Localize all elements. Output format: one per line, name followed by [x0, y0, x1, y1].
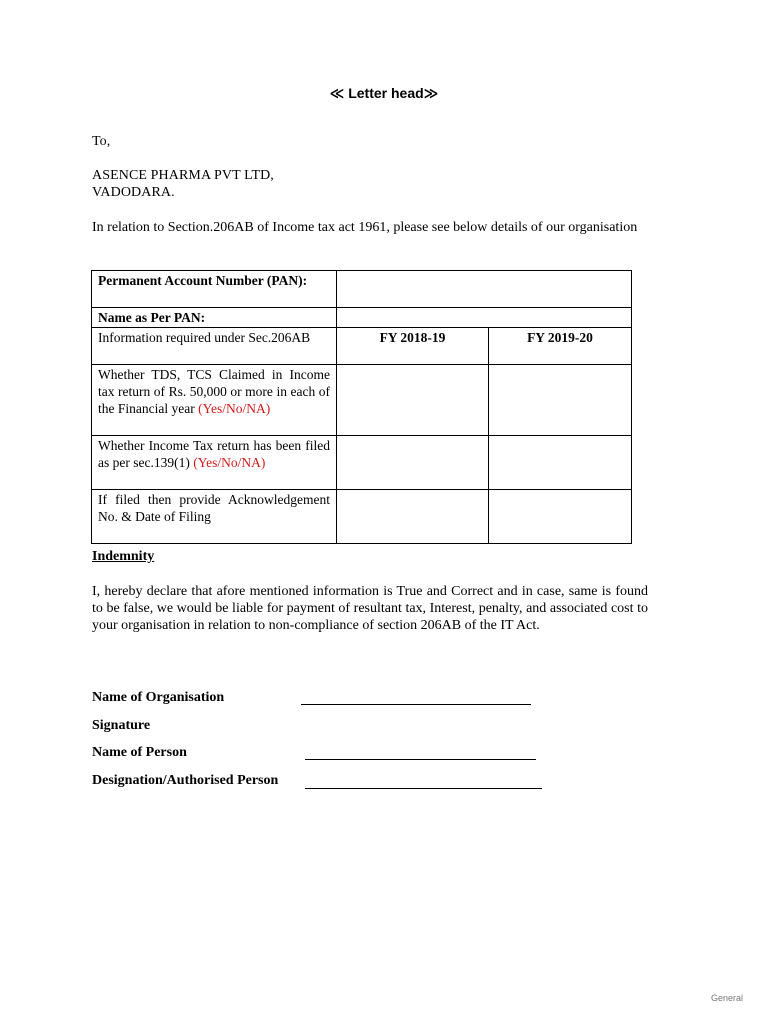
itr-filed-question — [92, 436, 337, 490]
question-text: Whether Income Tax return has been filed as per sec.139(1) — [98, 438, 330, 470]
name-value-cell[interactable] — [337, 308, 632, 328]
signature-label: Signature — [92, 718, 151, 733]
person-name-label: Name of Person — [92, 745, 187, 760]
answer-cell-fy2[interactable] — [489, 436, 632, 490]
designation-label: Designation/Authorised Person — [92, 773, 279, 788]
pan-label: Permanent Account Number (PAN): — [92, 271, 337, 308]
info-required-label: Information required under Sec.206AB — [92, 328, 337, 365]
salutation: To, — [92, 134, 111, 149]
question-text: If filed then provide Acknowledgement No. & Date of Filing — [98, 492, 330, 524]
classification-label: General — [710, 993, 743, 1003]
recipient-company: ASENCE PHARMA PVT LTD, — [92, 168, 274, 183]
table-row-header — [92, 328, 632, 365]
table-row — [92, 490, 632, 544]
fy-2019-20-header: FY 2019-20 — [489, 328, 632, 365]
answer-cell-fy1[interactable] — [337, 490, 489, 544]
table-row — [92, 436, 632, 490]
acknowledgement-question — [92, 490, 337, 544]
letterhead-placeholder: ≪ Letter head≫ — [329, 85, 439, 101]
indemnity-heading: Indemnity — [92, 549, 155, 564]
tds-tcs-question — [92, 365, 337, 436]
answer-cell-fy1[interactable] — [337, 436, 489, 490]
recipient-city: VADODARA. — [92, 185, 175, 200]
name-as-per-pan-label: Name as Per PAN: — [92, 308, 337, 328]
intro-paragraph: In relation to Section.206AB of Income tax act 1961, please see below details of our organisation — [92, 220, 638, 235]
yes-no-na-hint: (Yes/No/NA) — [198, 401, 271, 416]
question-text: Whether TDS, TCS Claimed in Income tax return of Rs. 50,000 or more in each of the Financial year — [98, 367, 330, 416]
pan-details-table — [91, 270, 632, 544]
designation-line[interactable] — [305, 788, 542, 789]
answer-cell-fy1[interactable] — [337, 365, 489, 436]
answer-cell-fy2[interactable] — [489, 365, 632, 436]
pan-value-cell[interactable] — [337, 271, 632, 308]
fy-2018-19-header: FY 2018-19 — [337, 328, 489, 365]
org-name-line[interactable] — [301, 704, 531, 705]
indemnity-paragraph: I, hereby declare that afore mentioned information is True and Correct and in case, same is found to be false, we would be liable for payment of resultant tax, Interest, penalty, and associated cost to your organisation in relation to non-compliance of section 206AB of the IT Act. — [92, 584, 648, 633]
table-row-pan — [92, 271, 632, 308]
answer-cell-fy2[interactable] — [489, 490, 632, 544]
org-name-label: Name of Organisation — [92, 690, 225, 705]
table-row-name — [92, 308, 632, 328]
yes-no-na-hint: (Yes/No/NA) — [193, 455, 266, 470]
person-name-line[interactable] — [305, 759, 536, 760]
table-row — [92, 365, 632, 436]
